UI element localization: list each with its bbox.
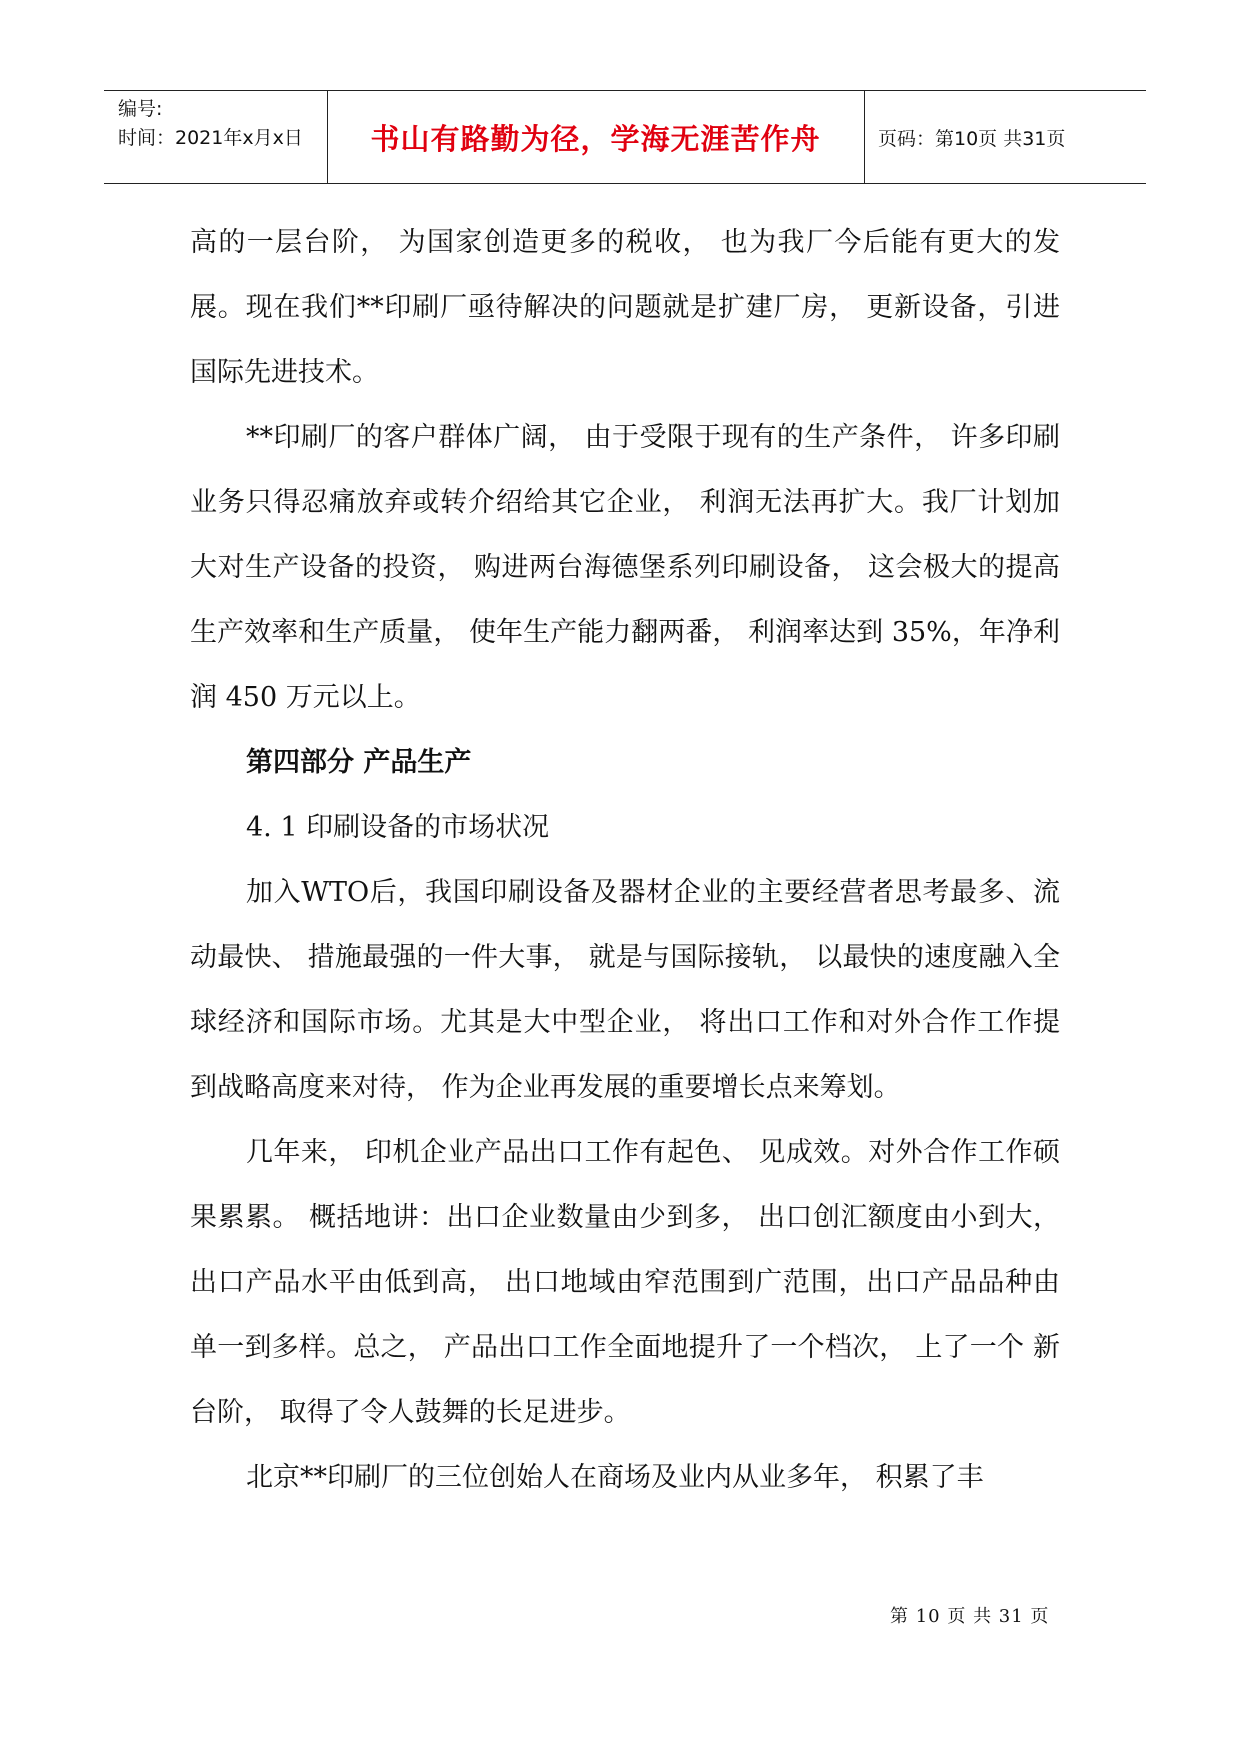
- header-page-number: 页码：第10页 共31页: [878, 127, 1066, 150]
- header-divider-right: [864, 91, 865, 183]
- header-motto: 书山有路勤为径，学海无涯苦作舟: [370, 121, 821, 156]
- subsection-title: 4. 1 印刷设备的市场状况: [246, 812, 550, 843]
- paragraph-export: 几年来， 印机企业产品出口工作有起色、 见成效。对外合作工作硕果累累。 概括地讲：出口企业数量由少到多， 出口创汇额度由小到大， 出口产品水平由低到高， 出口地域由窄范围到广范围，出口产品品种由单一到多样。总之， 产品出口工作全面地提升了一个档次， 上了一个 新台阶， 取得了令人鼓舞的长足进步。: [190, 1137, 1060, 1428]
- document-body: [190, 210, 1060, 1510]
- section-title: 第四部分 产品生产: [246, 747, 472, 778]
- paragraph-wto: 加入WTO后，我国印刷设备及器材企业的主要经营者思考最多、流动最快、 措施最强的一件大事， 就是与国际接轨， 以最快的速度融入全球经济和国际市场。尤其是大中型企业， 将出口工作和对外合作工作提到战略高度来对待， 作为企业再发展的重要增长点来筹划。: [190, 877, 1060, 1103]
- paragraph-continuation: 高的一层台阶， 为国家创造更多的税收， 也为我厂今后能有更大的发展。现在我们**印刷厂亟待解决的问题就是扩建厂房， 更新设备，引进国际先进技术。: [190, 227, 1060, 388]
- document-number-label: 编号:: [118, 98, 163, 120]
- paragraph-customers: **印刷厂的客户群体广阔， 由于受限于现有的生产条件， 许多印刷业务只得忍痛放弃或转介绍给其它企业， 利润无法再扩大。我厂计划加大对生产设备的投资， 购进两台海德堡系列印刷设备， 这会极大的提高生产效率和生产质量， 使年生产能力翻两番， 利润率达到 35%，年净利润 450 万元以上。: [190, 422, 1060, 713]
- paragraph-founders: 北京**印刷厂的三位创始人在商场及业内从业多年， 积累了丰: [246, 1462, 984, 1493]
- document-time-label: 时间：2021年x月x日: [118, 127, 303, 149]
- page-footer: 第 10 页 共 31 页: [890, 1606, 1050, 1627]
- page-header: [104, 90, 1146, 184]
